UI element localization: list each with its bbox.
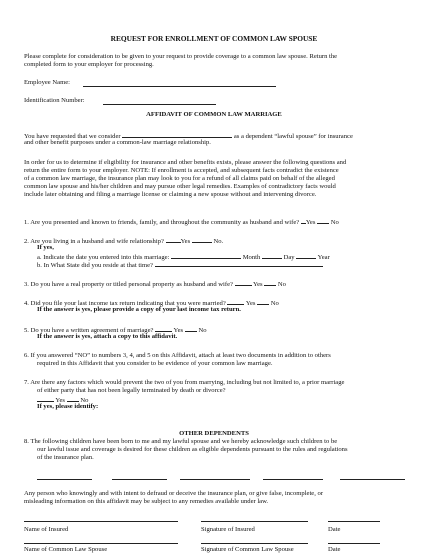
q2a-month-field[interactable]	[171, 252, 241, 259]
q4-no-field[interactable]	[257, 298, 269, 305]
child-field-3[interactable]	[180, 479, 250, 480]
intro-line-2: completed form to your employer for processing.	[24, 61, 154, 68]
question-2: 2. Are you living in a husband and wife relationship? Yes No.	[24, 238, 224, 245]
q2a-year-field[interactable]	[296, 252, 316, 259]
insured-date-label: Date	[328, 526, 341, 533]
question-5: 5. Do you have a written agreement of marriage? Yes No	[24, 327, 207, 334]
q3-yes-field[interactable]	[235, 279, 252, 286]
affidavit-intro-line-2: and other benefit purposes under a common-law marriage relationship.	[24, 139, 211, 146]
question-2b: b. In What State did you reside at that time?	[37, 260, 323, 270]
question-8-line-1: 8. The following children have been born to me and my lawful spouse and we hereby acknowledge such children to be	[24, 438, 338, 445]
question-6-line-1: 6. If you answered “NO” to numbers 3, 4, and 5 on this Affidavit, attach at least two documents in addition to others	[24, 352, 331, 359]
question-2a: a. Indicate the date you entered into this marriage: Month Day Year	[37, 254, 330, 261]
eligibility-line-1: In order for us to determine if eligibility for insurance and other benefits exists, please answer the following questions and	[24, 159, 347, 166]
affidavit-intro-line-1: You have requested that we consider as a dependent “lawful spouse” for insurance	[24, 133, 353, 140]
affidavit-heading: AFFIDAVIT OF COMMON LAW MARRIAGE	[146, 111, 282, 118]
spouse-name-field[interactable]	[122, 131, 232, 138]
employee-name-label: Employee Name:	[24, 79, 70, 86]
q2-if-yes: If yes,	[37, 244, 54, 251]
child-field-4[interactable]	[263, 479, 323, 480]
q5-no-field[interactable]	[185, 325, 197, 332]
name-of-spouse-field[interactable]	[24, 543, 178, 544]
signature-of-insured-field[interactable]	[201, 521, 308, 522]
question-7-line-2: of either party that has not been legally terminated by death or divorce?	[37, 387, 226, 394]
name-of-insured-field[interactable]	[24, 521, 178, 522]
q4-note: If the answer is yes, please provide a copy of your last income tax return.	[37, 306, 241, 313]
fraud-warning-line-2: misleading information on this affidavit may be subject to any remedies available under law.	[24, 498, 269, 505]
insured-date-field[interactable]	[328, 521, 380, 522]
q2-yes-field[interactable]	[166, 236, 181, 243]
question-7-line-1: 7. Are there any factors which would prevent the two of you from marrying, including but not limited to, a prior marriage	[24, 379, 345, 386]
signature-of-insured-label: Signature of Insured	[201, 526, 255, 533]
name-of-insured-label: Name of Insured	[24, 526, 69, 533]
question-8-line-2: our lawful issue and coverage is desired for these children as eligible dependents pursuant to the rules and regulations	[37, 446, 348, 453]
q2-no-field[interactable]	[192, 236, 212, 243]
signature-of-spouse-field[interactable]	[201, 543, 308, 544]
fraud-warning-line-1: Any person who knowingly and with intent to defraud or deceive the insurance plan, or give false, incomplete, or	[24, 490, 324, 497]
signature-of-spouse-label: Signature of Common Law Spouse	[201, 546, 294, 553]
q1-no-field[interactable]	[317, 217, 329, 224]
q4-yes-field[interactable]	[227, 298, 244, 305]
form-title: REQUEST FOR ENROLLMENT OF COMMON LAW SPOUSE	[110, 34, 318, 43]
eligibility-line-2: return the entire form to your employer. NOTE: If enrollment is accepted, and subsequent facts contradict the existence	[24, 167, 339, 174]
question-3: 3. Do you have a real property or titled personal property as husband and wife? Yes No	[24, 281, 286, 288]
intro-line-1: Please complete for consideration to be given to your request to provide coverage to a common law spouse. Return the	[24, 53, 338, 60]
q2a-day-field[interactable]	[262, 252, 282, 259]
child-field-2[interactable]	[112, 479, 167, 480]
child-field-5[interactable]	[340, 479, 405, 480]
identification-number-label: Identification Number:	[24, 97, 85, 104]
child-field-1[interactable]	[37, 479, 92, 480]
spouse-date-label: Date	[328, 546, 341, 553]
q5-yes-field[interactable]	[155, 325, 172, 332]
q5-note: If the answer is yes, attach a copy to this affidavit.	[37, 333, 178, 340]
q7-yes-field[interactable]	[37, 395, 54, 402]
q7-no-field[interactable]	[67, 395, 79, 402]
q3-no-field[interactable]	[264, 279, 276, 286]
q2b-state-field[interactable]	[155, 260, 323, 267]
eligibility-line-3: of a common law marriage, the insurance plan may look to you for a refund of all claims paid on behalf of the alleged	[24, 175, 335, 182]
name-of-spouse-label: Name of Common Law Spouse	[24, 546, 108, 553]
identification-number-field[interactable]	[103, 104, 216, 105]
employee-name-field[interactable]	[83, 86, 276, 87]
other-dependents-heading: OTHER DEPENDENTS	[179, 430, 249, 437]
eligibility-line-4: common law spouse and his/her children and may pursue other legal remedies. Examples of contradictory facts would	[24, 183, 336, 190]
eligibility-line-5: include later obtaining and filing a marriage license or claiming a new spouse without and intervening divorce.	[24, 191, 317, 198]
question-6-line-2: required in this Affidavit that you consider to be evidence of your common law marriage.	[37, 360, 273, 367]
question-8-line-3: of the insurance plan.	[37, 454, 94, 461]
question-4: 4. Did you file your last income tax return indicating that you were married? Yes No	[24, 300, 279, 307]
question-1: 1. Are you presented and known to friends, family, and throughout the community as husband and wife? Yes No	[24, 219, 339, 226]
spouse-date-field[interactable]	[328, 543, 380, 544]
q7-answer: Yes No	[37, 395, 88, 405]
q7-note: If yes, please identify:	[37, 403, 99, 410]
